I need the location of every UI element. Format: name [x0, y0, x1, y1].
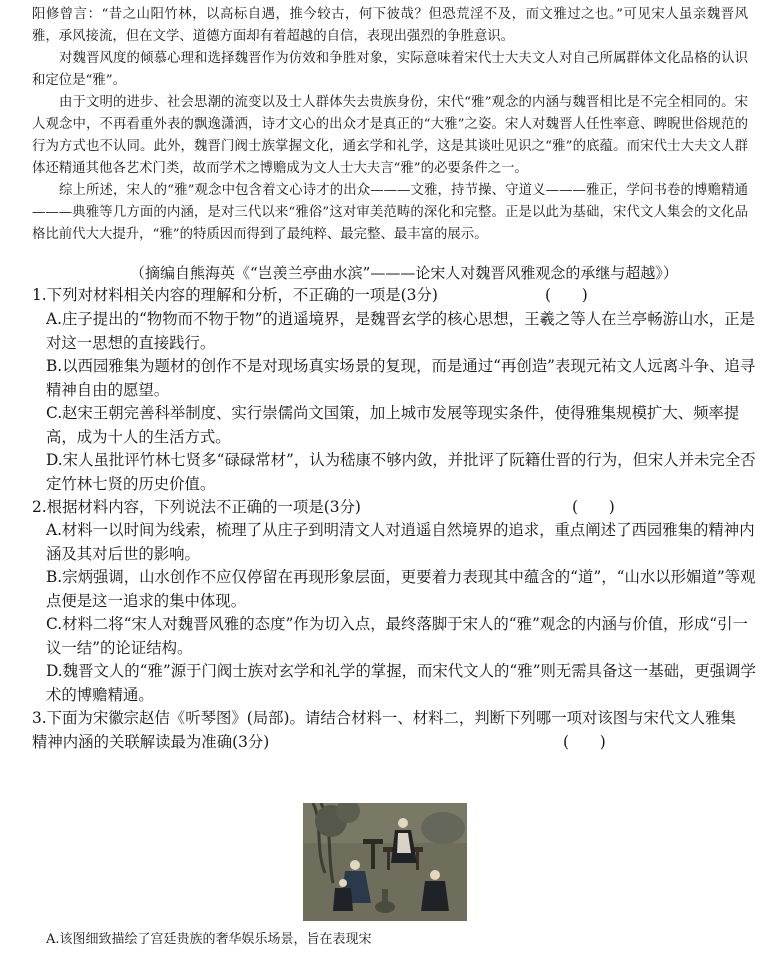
question-1-option-c[interactable]: C.赵宋王朝完善科举制度、实行崇儒尚文国策，加上城市发展等现实条件，使得雅集规模扩大、频率提高，成为十人的生活方式。	[46, 404, 740, 446]
passage-paragraph-3: 由于文明的进步、社会思潮的流变以及士人群体失去贵族身份，宋代“雅”观念的内涵与魏晋相比是不完全相同的。宋人观念中，不再看重外表的飘逸潇洒，诗才文心的出众才是真正的“大雅”之姿。宋人对魏晋人任性率意、睥睨世俗规范的行为方式也不认同。此外，魏晋门阀士族掌握文化，通玄学和礼学，这是其谈吐见识之“雅”的底蕴。而宋代士大夫文人群体还精通其他各艺术门类，故而学术之博赡成为文人士大夫言“雅”的必要条件之一。	[32, 95, 748, 176]
passage-paragraph-1: 阳修曾言：“昔之山阳竹林，以高标自遇，推今较古，何下彼哉？但恐荒淫不及，而文雅过之也。”可见宋人虽亲魏晋风雅，承风接流，但在文学、道德方面却有着超越的自信，表现出强烈的争胜意识。	[32, 7, 748, 44]
question-2-option-c[interactable]: C.材料二将“宋人对魏晋风雅的态度”作为切入点，最终落脚于宋人的“雅”观念的内涵与价值，形成“引一议一结”的论证结构。	[46, 615, 748, 657]
question-1-answer-blank[interactable]: ( )	[545, 286, 588, 304]
question-2-option-a[interactable]: A.材料一以时间为线索，梳理了从庄子到明清文人对逍遥自然境界的追求，重点阐述了西园雅集的精神内涵及其对后世的影响。	[46, 521, 755, 563]
question-1-stem: 1.下列对材料相关内容的理解和分析，不正确的一项是(3分)	[32, 286, 438, 304]
question-1-option-d[interactable]: D.宋人虽批评竹林七贤多“碌碌常材”，认为嵇康不够内敛，并批评了阮籍仕晋的行为，但宋人并未完全否定竹林七贤的历史价值。	[46, 451, 756, 493]
question-2-option-b[interactable]: B.宗炳强调，山水创作不应仅停留在再现形象层面，更要着力表现其中蕴含的“道”，“山水以形媚道”等观点便是这一追求的集中体现。	[46, 568, 756, 610]
question-1-option-a[interactable]: A.庄子提出的“物物而不物于物”的逍遥境界，是魏晋玄学的核心思想，王羲之等人在兰亭畅游山水，正是对这一思想的直接践行。	[46, 310, 755, 352]
question-3-option-a[interactable]: A.该图细致描绘了宫廷贵族的奢华娱乐场景，旨在表现宋	[46, 932, 372, 947]
question-3-answer-blank[interactable]: ( )	[563, 733, 606, 751]
question-2-answer-blank[interactable]: ( )	[572, 498, 615, 516]
question-2-option-d[interactable]: D.魏晋文人的“雅”源于门阀士族对玄学和礼学的掌握，而宋代文人的“雅”则无需具备这一基础，更强调学术的博赡精通。	[46, 662, 756, 704]
question-1-option-b[interactable]: B.以西园雅集为题材的创作不是对现场真实场景的复现，而是通过“再创造”表现元祐文人远离斗争、追寻精神自由的愿望。	[46, 357, 756, 399]
passage-paragraph-2: 对魏晋风度的倾慕心理和选择魏晋作为仿效和争胜对象，实际意味着宋代士大夫文人对自己所属群体文化品格的认识和定位是“雅”。	[32, 51, 748, 88]
passage-source: （摘编自熊海英《“岂羡兰亭曲水滨”———论宋人对魏晋风雅观念的承继与超越》）	[130, 264, 678, 282]
passage-paragraph-4: 综上所述，宋人的“雅”观念中包含着文心诗才的出众———文雅，持节操、守道义———雅正，学问书卷的博赡精通———典雅等几方面的内涵，是对三代以来“雅俗”这对审美范畴的深化和完整。正是以此为基础，宋代文人集会的文化品格比前代大大提升，“雅”的特质因而得到了最纯粹、最完整、最丰富的展示。	[32, 183, 748, 242]
question-2-stem: 2.根据材料内容，下列说法不正确的一项是(3分)	[32, 498, 361, 516]
painting-image-icon	[303, 803, 467, 921]
question-3-stem: 3.下面为宋徽宗赵佶《听琴图》(局部)。请结合材料一、材料二，判断下列哪一项对该图与宋代文人雅集精神内涵的关联解读最为准确(3分)	[32, 709, 736, 751]
